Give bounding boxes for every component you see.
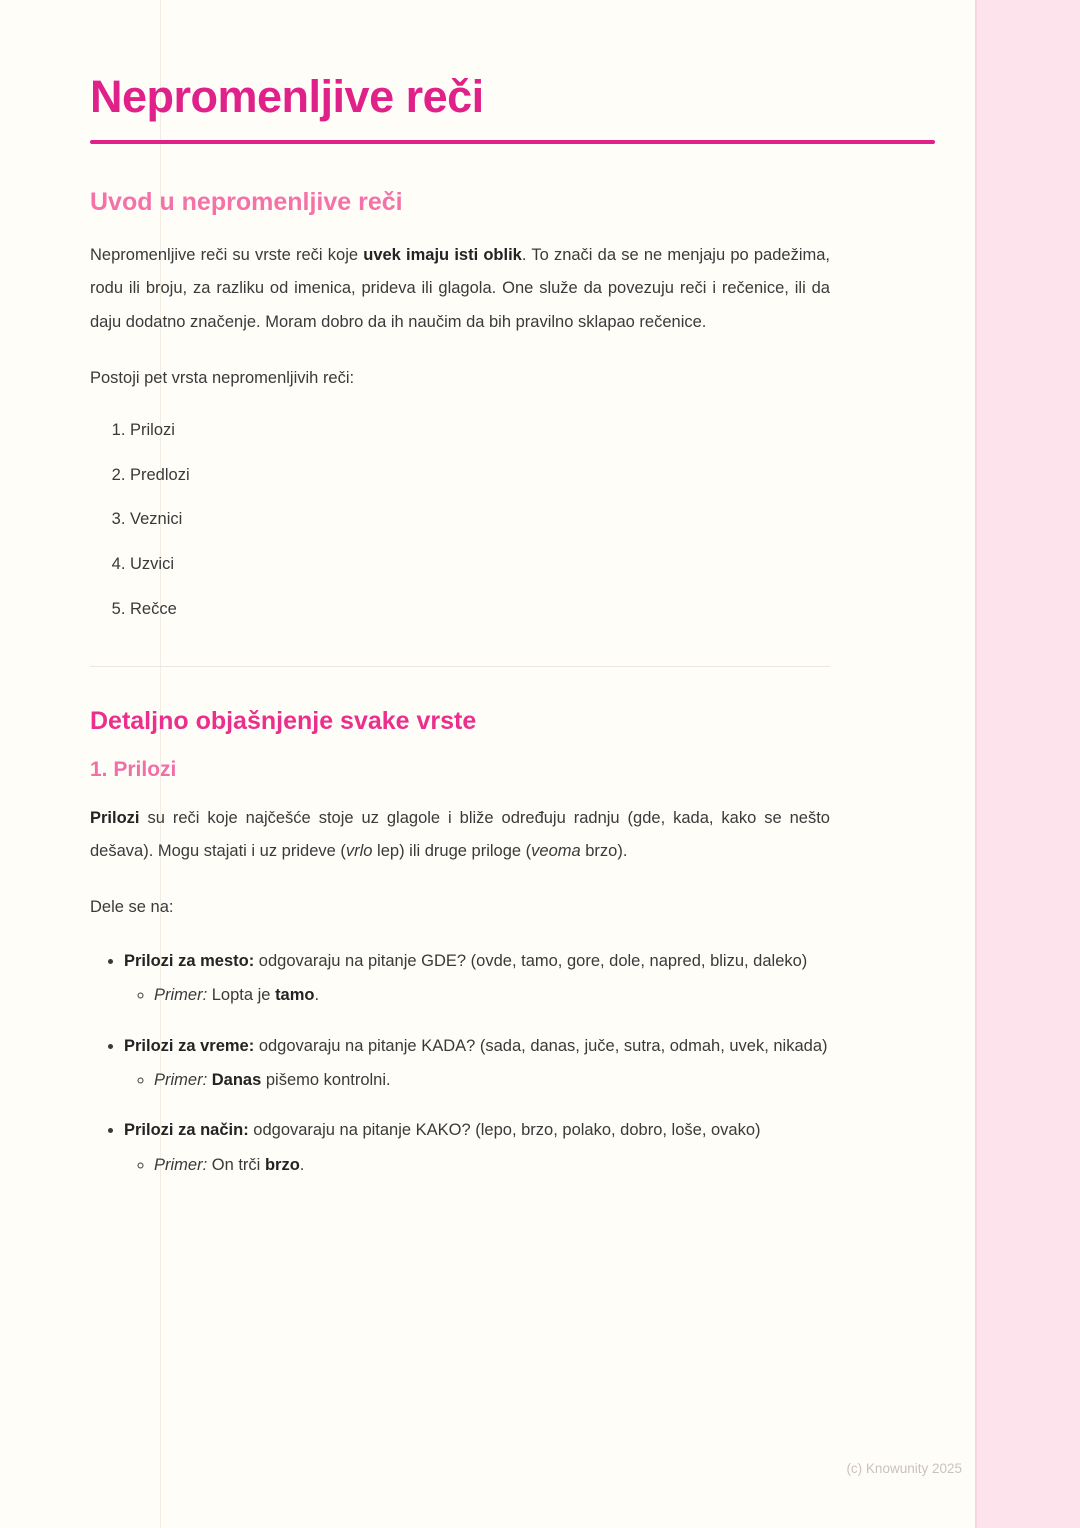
- prilozi-term: Prilozi: [90, 808, 140, 827]
- example-label: Primer:: [154, 986, 208, 1005]
- prilozi-text-b: su reči koje najčešće stoje uz glagole i bliže određuju radnju (gde, kada, kako se nešto dešava). Mogu stajati i uz prideve (: [90, 808, 830, 861]
- bullet-text: odgovaraju na pitanje KADA? (sada, danas, juče, sutra, odmah, uvek, nikada): [254, 1036, 828, 1055]
- list-item: 3. Veznici: [130, 507, 830, 532]
- example-text-a: On trči: [207, 1155, 265, 1174]
- prilozi-paragraph: [90, 802, 830, 870]
- title-underline: [90, 140, 935, 144]
- bullet-text: odgovaraju na pitanje GDE? (ovde, tamo, gore, dole, napred, blizu, daleko): [254, 951, 808, 970]
- prilozi-list-lead: Dele se na:: [90, 898, 174, 917]
- intro-text-a: Nepromenljive reči su vrste reči koje: [90, 245, 364, 264]
- list-item: [124, 947, 830, 1010]
- section-heading-intro: Uvod u nepromenljive reči: [90, 187, 403, 216]
- intro-paragraph: [90, 239, 830, 340]
- example-text-b: .: [314, 986, 320, 1005]
- example-label: Primer:: [154, 1155, 208, 1174]
- list-item: [154, 1151, 830, 1179]
- copyright-footer: (c) Knowunity 2025: [846, 1461, 962, 1476]
- example-keyword: brzo: [264, 1155, 300, 1174]
- list-item: [124, 1032, 830, 1095]
- page-title: Nepromenljive reči: [90, 71, 484, 122]
- bullet-label: Prilozi za vreme:: [124, 1036, 255, 1055]
- example-label: Primer:: [154, 1071, 208, 1090]
- bullet-label: Prilozi za način:: [124, 1121, 249, 1140]
- prilozi-example-list: [124, 981, 830, 1009]
- example-text-b: .: [299, 1155, 305, 1174]
- pink-margin-strip: [975, 0, 1080, 1528]
- prilozi-text-f: brzo).: [580, 842, 628, 861]
- example-keyword: tamo: [275, 986, 315, 1005]
- types-list: [90, 418, 830, 622]
- prilozi-bullet-list: [90, 947, 830, 1179]
- prilozi-example-veoma: veoma: [531, 842, 581, 861]
- list-item: [154, 981, 830, 1009]
- prilozi-example-list: [124, 1066, 830, 1094]
- example-text-b: pišemo kontrolni.: [261, 1071, 391, 1090]
- example-text-a: Lopta je: [207, 986, 276, 1005]
- example-keyword: Danas: [211, 1071, 262, 1090]
- bullet-label: Prilozi za mesto:: [124, 951, 255, 970]
- intro-text-bold: uvek imaju isti oblik: [363, 245, 522, 264]
- intro-text-c: . To znači da se ne menjaju po padežima, rodu ili broju, za razliku od imenica, prideva ili glagola. One služe da povezuju reči i rečenice, ili da daju dodatno značenje. Moram dobro da ih naučim da bih pravilno sklapao rečenice.: [90, 245, 830, 332]
- pink-margin-edge: [975, 0, 977, 1528]
- list-item: 2. Predlozi: [130, 463, 830, 488]
- list-item: 1. Prilozi: [130, 418, 830, 443]
- list-item: [154, 1066, 830, 1094]
- subsection-heading-prilozi: 1. Prilozi: [90, 757, 177, 781]
- prilozi-example-vrlo: vrlo: [345, 842, 373, 861]
- section-heading-details: Detaljno objašnjenje svake vrste: [90, 706, 477, 735]
- list-item: 5. Rečce: [130, 597, 830, 622]
- section-divider: [90, 666, 830, 667]
- intro-list-lead: Postoji pet vrsta nepromenljivih reči:: [90, 368, 355, 387]
- list-item: 4. Uzvici: [130, 552, 830, 577]
- document-content: [90, 72, 830, 1201]
- bullet-text: odgovaraju na pitanje KAKO? (lepo, brzo, polako, dobro, loše, ovako): [248, 1121, 761, 1140]
- prilozi-example-list: [124, 1151, 830, 1179]
- list-item: [124, 1116, 830, 1179]
- prilozi-text-d: lep) ili druge priloge (: [372, 842, 532, 861]
